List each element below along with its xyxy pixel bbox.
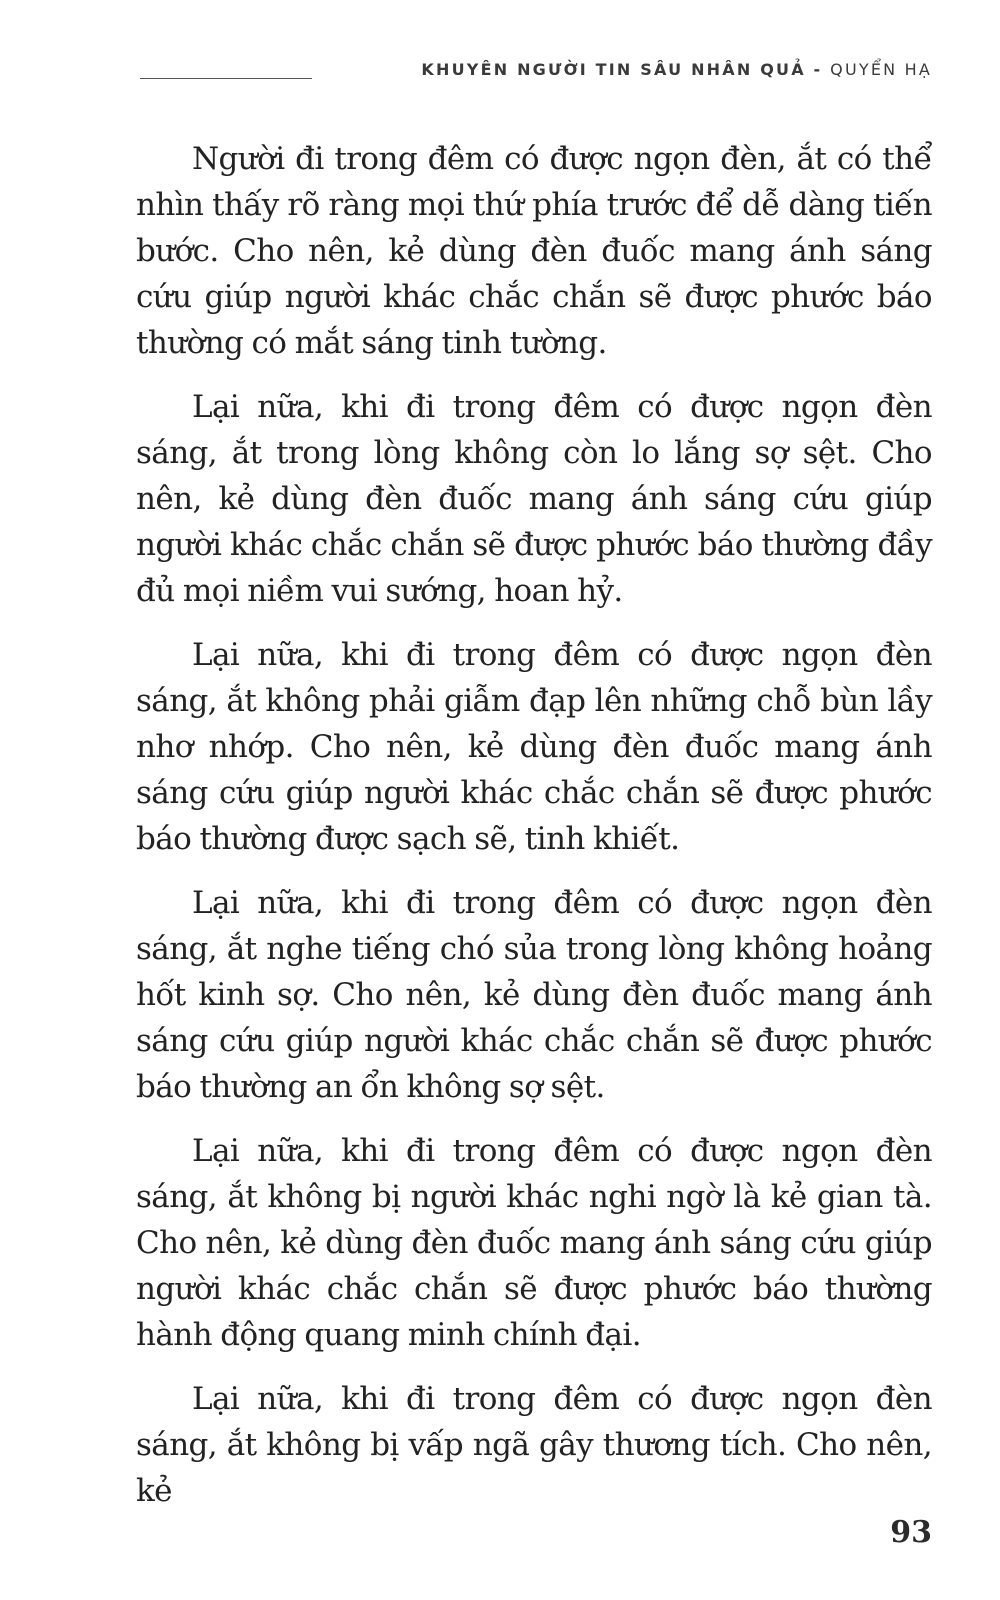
volume-label: QUYỂN HẠ	[830, 60, 932, 79]
header-text	[421, 60, 932, 79]
book-title: KHUYÊN NGƯỜI TIN SÂU NHÂN QUẢ	[421, 60, 806, 79]
paragraph: Lại nữa, khi đi trong đêm có được ngọn đèn sáng, ắt không bị người khác nghi ngờ là kẻ gian tà. Cho nên, kẻ dùng đèn đuốc mang ánh sáng cứu giúp người khác chắc chắn sẽ được phước báo thường hành động quang minh chính đại.	[136, 1133, 932, 1353]
paragraph: Lại nữa, khi đi trong đêm có được ngọn đèn sáng, ắt trong lòng không còn lo lắng sợ sệt. Cho nên, kẻ dùng đèn đuốc mang ánh sáng cứu giúp người khác chắc chắn sẽ được phước báo thường đầy đủ mọi niềm vui sướng, hoan hỷ.	[136, 389, 932, 609]
paragraph: Lại nữa, khi đi trong đêm có được ngọn đèn sáng, ắt không bị vấp ngã gây thương tích. Cho nên, kẻ	[136, 1381, 932, 1509]
header-separator: -	[805, 60, 831, 79]
paragraph: Lại nữa, khi đi trong đêm có được ngọn đèn sáng, ắt không phải giẫm đạp lên những chỗ bùn lầy nhơ nhớp. Cho nên, kẻ dùng đèn đuốc mang ánh sáng cứu giúp người khác chắc chắn sẽ được phước báo thường được sạch sẽ, tinh khiết.	[136, 637, 932, 857]
header-rule	[140, 78, 312, 79]
paragraph: Lại nữa, khi đi trong đêm có được ngọn đèn sáng, ắt nghe tiếng chó sủa trong lòng không hoảng hốt kinh sợ. Cho nên, kẻ dùng đèn đuốc mang ánh sáng cứu giúp người khác chắc chắn sẽ được phước báo thường an ổn không sợ sệt.	[136, 885, 932, 1105]
body-text	[136, 136, 932, 1532]
paragraph: Người đi trong đêm có được ngọn đèn, ắt có thể nhìn thấy rõ ràng mọi thứ phía trước để dễ dàng tiến bước. Cho nên, kẻ dùng đèn đuốc mang ánh sáng cứu giúp người khác chắc chắn sẽ được phước báo thường có mắt sáng tinh tường.	[136, 141, 932, 361]
running-header	[0, 60, 1000, 90]
page-number: 93	[890, 1515, 932, 1550]
